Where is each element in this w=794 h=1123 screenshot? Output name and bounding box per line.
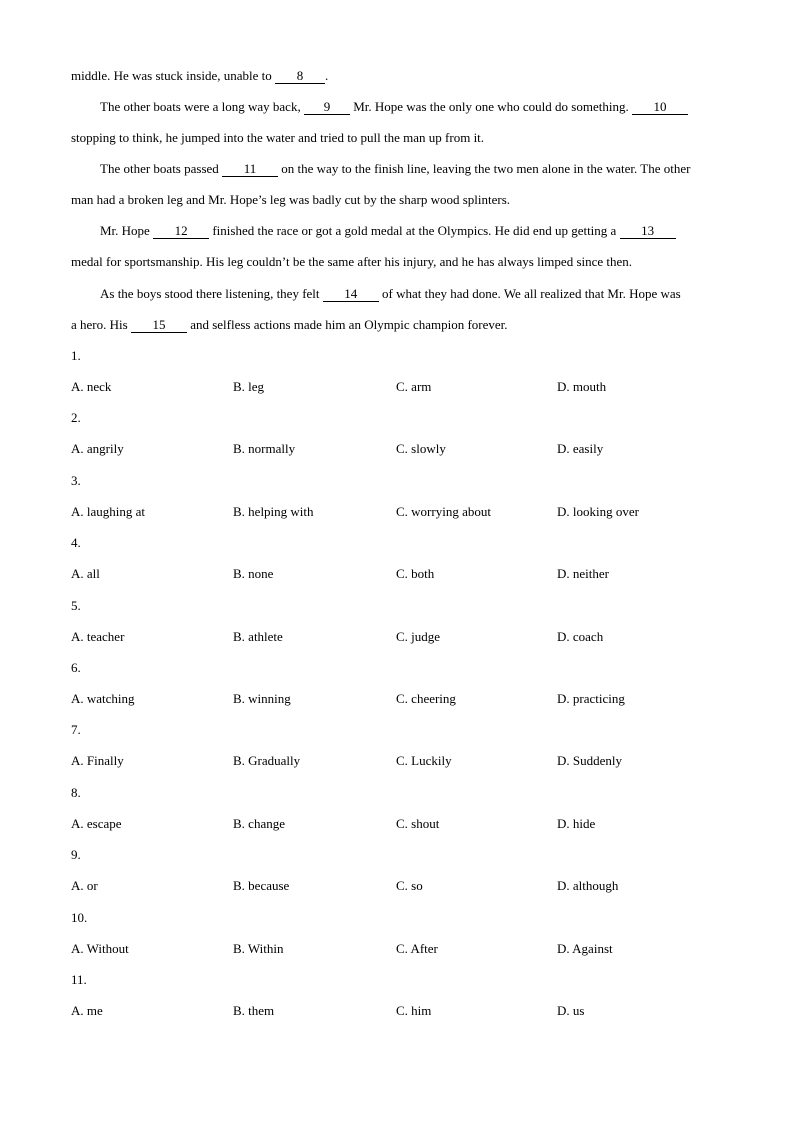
blank-14: 14 (323, 287, 379, 302)
blank-10: 10 (632, 100, 688, 115)
answer-option-b: B. leg (233, 379, 265, 394)
passage-line: medal for sportsmanship. His leg couldn’t be the same after his injury, and he has always limped since then. (71, 254, 633, 269)
answer-option-c: C. him (396, 1003, 432, 1018)
answer-option-d: D. Suddenly (557, 753, 622, 768)
answer-option-c: C. worrying about (396, 504, 491, 519)
passage-text: The other boats passed (100, 161, 223, 176)
passage-text: and selfless actions made him an Olympic champion forever. (186, 317, 508, 332)
answer-option-b: B. change (233, 816, 285, 831)
answer-option-a: A. watching (71, 691, 135, 706)
answer-option-c: C. shout (396, 816, 440, 831)
answer-option-d: D. practicing (557, 691, 625, 706)
answer-option-a: A. Without (71, 941, 129, 956)
question-number: 8. (71, 785, 81, 800)
answer-option-b: B. athlete (233, 629, 283, 644)
passage-text: Mr. Hope (100, 223, 154, 238)
blank-9: 9 (304, 100, 350, 115)
passage-text: . (325, 68, 329, 83)
passage-line (100, 222, 723, 240)
question-number: 11. (71, 972, 87, 987)
passage-line (71, 316, 723, 334)
passage-line (71, 67, 723, 85)
answer-option-d: D. mouth (557, 379, 607, 394)
answer-option-b: B. normally (233, 441, 296, 456)
question-number: 1. (71, 348, 81, 363)
passage-text: of what they had done. We all realized that Mr. Hope was (378, 286, 681, 301)
answer-option-b: B. none (233, 566, 274, 581)
answer-option-c: C. slowly (396, 441, 446, 456)
blank-12: 12 (153, 224, 209, 239)
passage-text: The other boats were a long way back, (100, 99, 304, 114)
passage-text: a hero. His (71, 317, 131, 332)
answer-option-b: B. winning (233, 691, 291, 706)
question-number: 10. (71, 910, 88, 925)
answer-option-b: B. helping with (233, 504, 314, 519)
answer-option-d: D. easily (557, 441, 604, 456)
question-number: 2. (71, 410, 81, 425)
answer-option-b: B. them (233, 1003, 275, 1018)
answer-option-b: B. Within (233, 941, 284, 956)
answer-option-c: C. Luckily (396, 753, 452, 768)
answer-option-b: B. because (233, 878, 290, 893)
passage-text: middle. He was stuck inside, unable to (71, 68, 275, 83)
question-number: 4. (71, 535, 81, 550)
answer-option-a: A. angrily (71, 441, 124, 456)
question-number: 5. (71, 598, 81, 613)
answer-option-c: C. arm (396, 379, 432, 394)
answer-option-b: B. Gradually (233, 753, 301, 768)
passage-line: stopping to think, he jumped into the water and tried to pull the man up from it. (71, 130, 485, 145)
answer-option-d: D. coach (557, 629, 604, 644)
answer-option-c: C. judge (396, 629, 441, 644)
answer-option-a: A. me (71, 1003, 103, 1018)
answer-option-d: D. Against (557, 941, 613, 956)
answer-option-d: D. hide (557, 816, 596, 831)
answer-option-c: C. so (396, 878, 423, 893)
answer-option-a: A. neck (71, 379, 112, 394)
passage-text: Mr. Hope was the only one who could do something. (349, 99, 632, 114)
answer-option-c: C. both (396, 566, 435, 581)
answer-option-d: D. us (557, 1003, 585, 1018)
answer-option-a: A. teacher (71, 629, 125, 644)
answer-option-a: A. Finally (71, 753, 124, 768)
passage-line: man had a broken leg and Mr. Hope’s leg was badly cut by the sharp wood splinters. (71, 192, 511, 207)
question-number: 3. (71, 473, 81, 488)
blank-15: 15 (131, 318, 187, 333)
answer-option-c: C. cheering (396, 691, 456, 706)
blank-8: 8 (275, 69, 325, 84)
passage-line (100, 160, 723, 178)
blank-11: 11 (222, 162, 278, 177)
question-number: 9. (71, 847, 81, 862)
blank-13: 13 (620, 224, 676, 239)
passage-text: As the boys stood there listening, they felt (100, 286, 323, 301)
answer-option-a: A. laughing at (71, 504, 146, 519)
passage-line (100, 285, 723, 303)
question-number: 7. (71, 722, 81, 737)
passage-line (100, 98, 723, 116)
passage-text: finished the race or got a gold medal at the Olympics. He did end up getting a (209, 223, 620, 238)
answer-option-d: D. although (557, 878, 619, 893)
answer-option-c: C. After (396, 941, 438, 956)
question-number: 6. (71, 660, 81, 675)
answer-option-d: D. neither (557, 566, 609, 581)
passage-text: on the way to the finish line, leaving the two men alone in the water. The other (278, 161, 691, 176)
answer-option-a: A. or (71, 878, 98, 893)
answer-option-a: A. escape (71, 816, 122, 831)
answer-option-d: D. looking over (557, 504, 639, 519)
answer-option-a: A. all (71, 566, 100, 581)
